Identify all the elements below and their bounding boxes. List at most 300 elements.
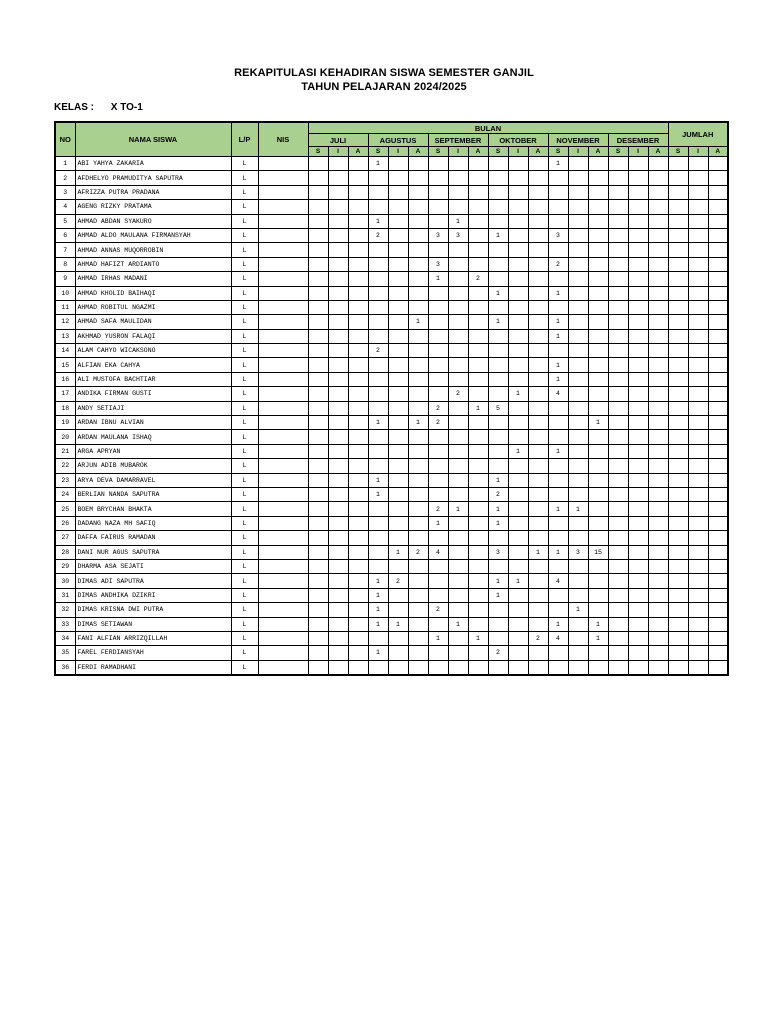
attendance-cell — [308, 401, 328, 415]
student-name: ALI MUSTOFA BACHTIAR — [75, 372, 231, 386]
attendance-cell — [468, 387, 488, 401]
attendance-cell — [468, 459, 488, 473]
attendance-cell — [468, 358, 488, 372]
attendance-cell — [408, 631, 428, 645]
student-nis — [258, 171, 308, 185]
table-row — [55, 214, 728, 228]
class-label: KELAS : — [54, 102, 94, 113]
attendance-cell — [348, 300, 368, 314]
attendance-cell — [648, 502, 668, 516]
attendance-cell — [428, 315, 448, 329]
attendance-cell — [488, 185, 508, 199]
student-gender: L — [231, 257, 258, 271]
header-sub-s: S — [548, 147, 568, 157]
attendance-cell — [648, 329, 668, 343]
attendance-cell — [328, 272, 348, 286]
attendance-cell — [388, 603, 408, 617]
attendance-cell — [488, 387, 508, 401]
row-number: 26 — [55, 516, 75, 530]
attendance-cell — [488, 344, 508, 358]
attendance-cell — [488, 358, 508, 372]
attendance-cell: 1 — [568, 502, 588, 516]
attendance-cell — [688, 588, 708, 602]
attendance-cell — [528, 430, 548, 444]
attendance-cell — [548, 487, 568, 501]
attendance-cell — [628, 387, 648, 401]
student-gender: L — [231, 531, 258, 545]
attendance-cell — [688, 372, 708, 386]
attendance-cell — [628, 171, 648, 185]
attendance-cell — [688, 646, 708, 660]
attendance-cell — [388, 358, 408, 372]
attendance-cell — [608, 372, 628, 386]
attendance-cell — [608, 603, 628, 617]
attendance-cell — [348, 559, 368, 573]
attendance-cell — [588, 559, 608, 573]
attendance-cell — [448, 257, 468, 271]
attendance-cell — [508, 502, 528, 516]
attendance-cell — [608, 243, 628, 257]
attendance-cell — [648, 171, 668, 185]
attendance-cell — [708, 617, 728, 631]
header-nama-siswa: NAMA SISWA — [75, 122, 231, 157]
attendance-cell — [588, 243, 608, 257]
attendance-cell — [508, 473, 528, 487]
student-name: DIMAS ADI SAPUTRA — [75, 574, 231, 588]
attendance-cell — [628, 459, 648, 473]
attendance-cell: 3 — [428, 257, 448, 271]
attendance-cell — [388, 531, 408, 545]
table-row — [55, 372, 728, 386]
attendance-cell — [348, 243, 368, 257]
attendance-cell: 1 — [548, 372, 568, 386]
attendance-cell — [588, 646, 608, 660]
attendance-cell — [448, 531, 468, 545]
student-name: BERLIAN NANDA SAPUTRA — [75, 487, 231, 501]
attendance-cell — [608, 387, 628, 401]
attendance-cell — [588, 185, 608, 199]
attendance-cell — [528, 387, 548, 401]
attendance-cell — [588, 430, 608, 444]
attendance-cell — [548, 473, 568, 487]
attendance-cell — [308, 358, 328, 372]
header-bulan: BULAN — [308, 122, 668, 134]
header-sub-a: A — [528, 147, 548, 157]
attendance-cell — [608, 617, 628, 631]
attendance-cell — [328, 444, 348, 458]
attendance-cell — [388, 185, 408, 199]
attendance-cell — [688, 416, 708, 430]
attendance-cell — [328, 588, 348, 602]
attendance-cell — [448, 344, 468, 358]
attendance-cell — [668, 646, 688, 660]
attendance-cell: 1 — [428, 516, 448, 530]
attendance-cell — [368, 257, 388, 271]
attendance-cell — [468, 430, 488, 444]
student-name: AHMAD SAFA MAULIDAN — [75, 315, 231, 329]
attendance-cell — [488, 631, 508, 645]
attendance-cell — [688, 660, 708, 675]
attendance-cell — [348, 617, 368, 631]
table-row — [55, 401, 728, 415]
attendance-cell — [408, 214, 428, 228]
attendance-cell — [648, 185, 668, 199]
student-gender: L — [231, 502, 258, 516]
attendance-cell — [628, 157, 648, 171]
student-gender: L — [231, 358, 258, 372]
attendance-cell — [588, 603, 608, 617]
table-row — [55, 459, 728, 473]
attendance-cell — [328, 200, 348, 214]
attendance-cell — [368, 286, 388, 300]
row-number: 14 — [55, 344, 75, 358]
attendance-cell — [588, 502, 608, 516]
attendance-cell — [528, 574, 548, 588]
student-nis — [258, 315, 308, 329]
attendance-cell: 3 — [488, 545, 508, 559]
table-row — [55, 185, 728, 199]
attendance-cell — [448, 157, 468, 171]
header-sub-i: I — [328, 147, 348, 157]
attendance-cell — [548, 603, 568, 617]
table-row — [55, 157, 728, 171]
attendance-cell — [608, 358, 628, 372]
attendance-cell — [488, 300, 508, 314]
attendance-cell — [608, 272, 628, 286]
attendance-cell — [688, 574, 708, 588]
student-gender: L — [231, 157, 258, 171]
attendance-cell: 1 — [548, 157, 568, 171]
attendance-cell — [408, 646, 428, 660]
attendance-cell — [348, 444, 368, 458]
attendance-cell — [708, 660, 728, 675]
student-gender: L — [231, 272, 258, 286]
attendance-cell — [368, 200, 388, 214]
attendance-cell — [428, 286, 448, 300]
attendance-cell — [508, 416, 528, 430]
student-gender: L — [231, 588, 258, 602]
attendance-cell — [388, 329, 408, 343]
attendance-cell — [328, 157, 348, 171]
attendance-cell — [628, 588, 648, 602]
table-row — [55, 272, 728, 286]
student-name: DAFFA FAIRUS RAMADAN — [75, 531, 231, 545]
attendance-cell — [428, 531, 448, 545]
attendance-cell — [688, 401, 708, 415]
attendance-cell — [568, 157, 588, 171]
attendance-cell — [508, 588, 528, 602]
header-month: OKTOBER — [488, 134, 548, 147]
header-sub-s: S — [668, 147, 688, 157]
attendance-cell — [688, 444, 708, 458]
row-number: 2 — [55, 171, 75, 185]
header-sub-i: I — [568, 147, 588, 157]
attendance-cell — [508, 257, 528, 271]
attendance-cell — [708, 416, 728, 430]
attendance-cell — [428, 300, 448, 314]
table-row — [55, 660, 728, 675]
attendance-cell — [688, 459, 708, 473]
student-name: ANDIKA FIRMAN GUSTI — [75, 387, 231, 401]
attendance-cell — [648, 416, 668, 430]
attendance-cell — [388, 214, 408, 228]
attendance-cell — [668, 358, 688, 372]
table-body — [55, 157, 728, 676]
attendance-cell — [708, 603, 728, 617]
attendance-cell — [628, 444, 648, 458]
student-gender: L — [231, 286, 258, 300]
attendance-cell — [508, 559, 528, 573]
attendance-cell: 1 — [488, 574, 508, 588]
attendance-cell: 2 — [408, 545, 428, 559]
attendance-cell — [488, 444, 508, 458]
student-gender: L — [231, 646, 258, 660]
attendance-cell — [628, 257, 648, 271]
attendance-cell: 1 — [528, 545, 548, 559]
row-number: 3 — [55, 185, 75, 199]
attendance-cell — [648, 214, 668, 228]
student-name: ABI YAHYA ZAKARIA — [75, 157, 231, 171]
table-row — [55, 171, 728, 185]
attendance-cell — [688, 358, 708, 372]
attendance-cell — [388, 459, 408, 473]
attendance-cell — [448, 243, 468, 257]
attendance-cell — [468, 171, 488, 185]
attendance-cell — [708, 272, 728, 286]
attendance-cell — [368, 401, 388, 415]
attendance-cell — [688, 228, 708, 242]
attendance-cell — [348, 502, 368, 516]
attendance-cell — [668, 617, 688, 631]
attendance-cell — [308, 502, 328, 516]
student-name: AKHMAD YUSRON FALAQI — [75, 329, 231, 343]
attendance-cell — [448, 631, 468, 645]
attendance-cell — [548, 401, 568, 415]
attendance-cell — [668, 329, 688, 343]
student-nis — [258, 157, 308, 171]
attendance-cell: 1 — [548, 286, 568, 300]
attendance-cell — [528, 416, 548, 430]
attendance-cell — [408, 531, 428, 545]
attendance-cell — [528, 185, 548, 199]
attendance-cell — [388, 444, 408, 458]
attendance-cell — [508, 516, 528, 530]
attendance-cell — [508, 171, 528, 185]
attendance-cell — [628, 344, 648, 358]
table-row — [55, 617, 728, 631]
attendance-cell — [488, 157, 508, 171]
attendance-cell — [588, 660, 608, 675]
attendance-cell — [448, 372, 468, 386]
attendance-cell — [668, 631, 688, 645]
attendance-cell — [568, 444, 588, 458]
attendance-cell — [548, 200, 568, 214]
attendance-cell: 1 — [368, 473, 388, 487]
attendance-cell — [548, 559, 568, 573]
attendance-cell — [628, 214, 648, 228]
attendance-cell — [688, 300, 708, 314]
attendance-cell — [348, 487, 368, 501]
attendance-cell: 1 — [448, 502, 468, 516]
attendance-cell — [328, 344, 348, 358]
attendance-cell — [468, 185, 488, 199]
attendance-cell — [588, 387, 608, 401]
attendance-cell — [428, 358, 448, 372]
attendance-cell — [548, 430, 568, 444]
attendance-cell — [348, 574, 368, 588]
attendance-cell — [528, 487, 548, 501]
attendance-cell — [328, 473, 348, 487]
attendance-cell — [528, 401, 548, 415]
attendance-cell — [328, 300, 348, 314]
attendance-cell — [668, 516, 688, 530]
attendance-cell — [568, 588, 588, 602]
attendance-cell — [528, 603, 548, 617]
student-nis — [258, 531, 308, 545]
attendance-cell — [308, 200, 328, 214]
attendance-cell — [708, 243, 728, 257]
attendance-cell — [388, 559, 408, 573]
attendance-cell: 1 — [548, 545, 568, 559]
attendance-cell — [328, 459, 348, 473]
attendance-cell — [368, 372, 388, 386]
attendance-cell — [688, 243, 708, 257]
row-number: 36 — [55, 660, 75, 675]
attendance-cell — [528, 646, 548, 660]
attendance-cell — [308, 660, 328, 675]
row-number: 15 — [55, 358, 75, 372]
attendance-cell — [408, 603, 428, 617]
attendance-cell — [608, 286, 628, 300]
table-row — [55, 574, 728, 588]
attendance-cell — [428, 588, 448, 602]
attendance-cell: 1 — [588, 631, 608, 645]
attendance-cell — [688, 545, 708, 559]
attendance-cell — [608, 257, 628, 271]
attendance-cell — [608, 459, 628, 473]
attendance-cell — [568, 171, 588, 185]
attendance-cell — [328, 286, 348, 300]
attendance-cell — [348, 531, 368, 545]
student-nis — [258, 545, 308, 559]
table-row — [55, 516, 728, 530]
attendance-cell — [628, 272, 648, 286]
attendance-cell — [588, 487, 608, 501]
attendance-cell — [708, 487, 728, 501]
attendance-cell — [408, 401, 428, 415]
student-nis — [258, 243, 308, 257]
attendance-cell: 5 — [488, 401, 508, 415]
attendance-cell — [528, 559, 548, 573]
header-sub-a: A — [348, 147, 368, 157]
attendance-cell — [328, 315, 348, 329]
attendance-cell — [408, 243, 428, 257]
table-row — [55, 545, 728, 559]
attendance-cell — [368, 272, 388, 286]
attendance-cell — [328, 502, 348, 516]
attendance-cell — [408, 444, 428, 458]
attendance-cell — [428, 473, 448, 487]
attendance-cell — [608, 401, 628, 415]
header-sub-s: S — [608, 147, 628, 157]
attendance-cell — [548, 660, 568, 675]
attendance-cell — [328, 545, 348, 559]
table-row — [55, 416, 728, 430]
header-nis: NIS — [258, 122, 308, 157]
attendance-cell — [708, 372, 728, 386]
table-row — [55, 387, 728, 401]
attendance-cell — [568, 416, 588, 430]
attendance-cell — [688, 617, 708, 631]
attendance-cell — [628, 329, 648, 343]
attendance-cell — [388, 243, 408, 257]
attendance-cell — [408, 387, 428, 401]
attendance-cell — [388, 502, 408, 516]
attendance-cell — [688, 257, 708, 271]
attendance-cell — [368, 315, 388, 329]
attendance-cell — [468, 228, 488, 242]
attendance-cell: 3 — [548, 228, 568, 242]
attendance-cell — [348, 401, 368, 415]
attendance-cell — [308, 631, 328, 645]
attendance-cell — [408, 516, 428, 530]
attendance-cell — [508, 617, 528, 631]
header-lp: L/P — [231, 122, 258, 157]
attendance-cell — [648, 617, 668, 631]
attendance-cell — [568, 631, 588, 645]
student-gender: L — [231, 574, 258, 588]
table-row — [55, 286, 728, 300]
student-nis — [258, 214, 308, 228]
attendance-cell — [348, 315, 368, 329]
student-name: BOEM BRYCHAN BHAKTA — [75, 502, 231, 516]
attendance-cell — [448, 358, 468, 372]
student-gender: L — [231, 243, 258, 257]
attendance-cell — [608, 516, 628, 530]
header-month: JULI — [308, 134, 368, 147]
attendance-cell — [668, 315, 688, 329]
attendance-cell: 1 — [488, 228, 508, 242]
attendance-cell — [528, 358, 548, 372]
header-month: SEPTEMBER — [428, 134, 488, 147]
student-nis — [258, 401, 308, 415]
attendance-cell — [668, 416, 688, 430]
attendance-cell: 2 — [428, 401, 448, 415]
attendance-cell — [528, 257, 548, 271]
attendance-cell — [368, 444, 388, 458]
attendance-cell — [508, 531, 528, 545]
attendance-cell — [568, 344, 588, 358]
attendance-cell — [408, 358, 428, 372]
student-name: FANI ALFIAN ARRIZQILLAH — [75, 631, 231, 645]
attendance-cell — [708, 473, 728, 487]
attendance-cell — [408, 171, 428, 185]
student-nis — [258, 588, 308, 602]
header-month: AGUSTUS — [368, 134, 428, 147]
attendance-cell: 1 — [428, 631, 448, 645]
attendance-cell: 1 — [388, 545, 408, 559]
attendance-cell — [408, 329, 428, 343]
attendance-cell — [308, 430, 328, 444]
attendance-cell — [448, 487, 468, 501]
student-gender: L — [231, 200, 258, 214]
attendance-cell — [528, 344, 548, 358]
attendance-cell — [628, 228, 648, 242]
attendance-cell — [468, 315, 488, 329]
attendance-cell — [648, 401, 668, 415]
student-nis — [258, 358, 308, 372]
attendance-cell — [408, 257, 428, 271]
